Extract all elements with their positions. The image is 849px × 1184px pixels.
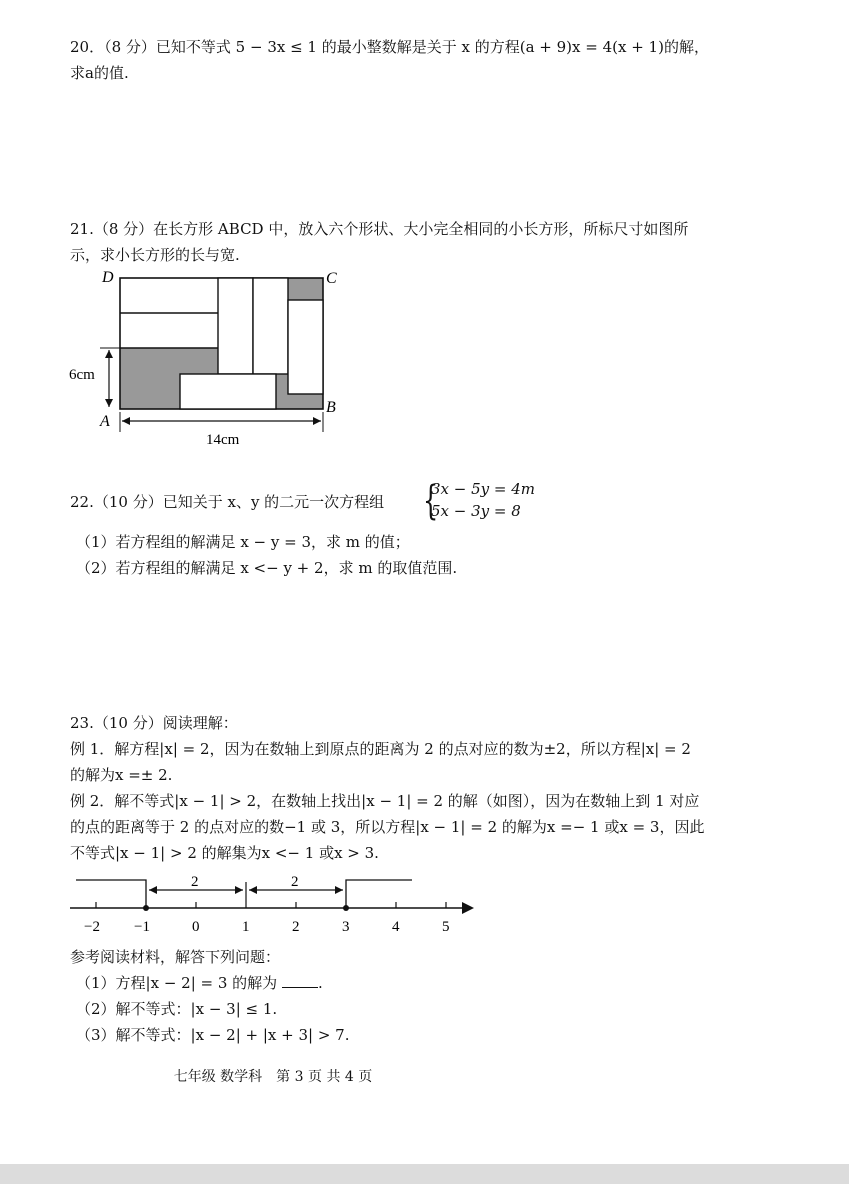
label-6cm: 6cm xyxy=(69,367,95,383)
tick-label: 1 xyxy=(242,919,250,935)
q22-stem: 22.（10 分）已知关于 x、y 的二元一次方程组 xyxy=(70,493,385,511)
q23-part1-text: （1）方程|x − 2| = 3 的解为 xyxy=(76,974,278,992)
viewer-bottom-bar xyxy=(0,1164,849,1184)
label-b: B xyxy=(326,399,336,416)
shaded-top-right xyxy=(288,278,323,300)
q20-line2: 求a的值. xyxy=(70,64,129,82)
tick-label: −2 xyxy=(84,919,100,935)
q23-part3: （3）解不等式：|x − 2| + |x + 3| > 7. xyxy=(76,1026,350,1044)
answer-blank[interactable] xyxy=(282,973,318,988)
label-d: D xyxy=(102,269,114,286)
q22-part2: （2）若方程组的解满足 x <− y + 2，求 m 的取值范围. xyxy=(76,559,458,577)
q23-part1-end: . xyxy=(317,974,323,992)
tick-label: 0 xyxy=(192,919,200,935)
q23-ex2-line1: 例 2．解不等式|x − 1| > 2，在数轴上找出|x − 1| = 2 的解（如图），因为在数轴上到 1 对应 xyxy=(70,792,700,810)
page-footer: 七年级 数学科 第 3 页 共 4 页 xyxy=(173,1069,373,1085)
tick-label: 4 xyxy=(392,919,400,935)
distance-label-right: 2 xyxy=(291,874,299,890)
q21-line2: 示，求小长方形的长与宽. xyxy=(70,246,240,264)
tick-label: 2 xyxy=(292,919,300,935)
label-a: A xyxy=(100,413,110,430)
q23-ex1-line2: 的解为x =± 2. xyxy=(70,766,173,784)
q22-equation-system xyxy=(423,480,553,524)
q23-reference: 参考阅读材料，解答下列问题： xyxy=(70,948,281,966)
q20-line1: 20．（8 分）已知不等式 5 − 3x ≤ 1 的最小整数解是关于 x 的方程(a + 9)x = 4(x + 1)的解， xyxy=(70,38,709,56)
q22-part1: （1）若方程组的解满足 x − y = 3，求 m 的值； xyxy=(76,533,410,551)
q23-number-line xyxy=(60,868,490,942)
distance-label-left: 2 xyxy=(191,874,199,890)
q23-ex2-line3: 不等式|x − 1| > 2 的解集为x <− 1 或x > 3. xyxy=(70,844,379,862)
q23-part1 xyxy=(76,972,323,994)
q22-eq1: 3x − 5y = 4m xyxy=(431,480,535,498)
tick-label: −1 xyxy=(134,919,150,935)
tick-label: 5 xyxy=(442,919,450,935)
label-14cm: 14cm xyxy=(206,432,240,448)
q23-part2: （2）解不等式：|x − 3| ≤ 1. xyxy=(76,1000,278,1018)
q21-rectangle-figure xyxy=(60,262,350,452)
tick-label: 3 xyxy=(342,919,350,935)
q23-ex2-line2: 的点的距离等于 2 的点对应的数−1 或 3，所以方程|x − 1| = 2 的解为x =− 1 或x = 3，因此 xyxy=(70,818,705,836)
q23-title: 23.（10 分）阅读理解： xyxy=(70,714,238,732)
label-c: C xyxy=(326,270,337,287)
q23-ex1-line1: 例 1．解方程|x| = 2，因为在数轴上到原点的距离为 2 的点对应的数为±2，所以方程|x| = 2 xyxy=(70,740,691,758)
brace-icon: { xyxy=(423,478,439,524)
q21-line1: 21.（8 分）在长方形 ABCD 中，放入六个形状、大小完全相同的小长方形，所标尺寸如图所 xyxy=(70,220,689,238)
q22-eq2: 5x − 3y = 8 xyxy=(431,502,521,520)
